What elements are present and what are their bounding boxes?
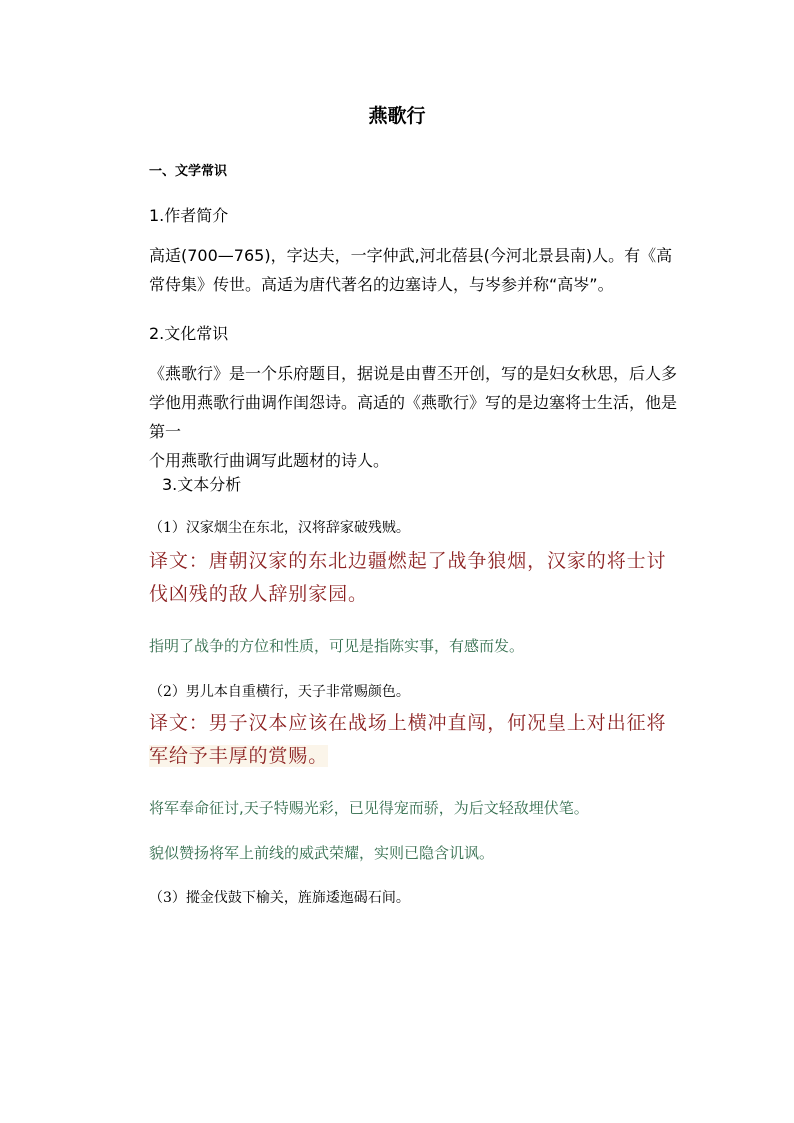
author-intro-heading: 1.作者简介 (149, 206, 229, 225)
author-intro-paragraph (149, 241, 679, 299)
author-intro-line: 常侍集》传世。高适为唐代著名的边塞诗人，与岑参并称“高岑”。 (149, 275, 614, 294)
culture-line: 《燕歌行》是一个乐府题目，据说是由曹丕开创，写的是妇女秋思，后人多 (149, 364, 678, 383)
author-intro-line: 高适(700—765)，字达夫，一字仲武,河北蓓县(今河北景县南)人。有《高 (149, 246, 673, 265)
comment-3: 貌似赞扬将军上前线的威武荣耀，实则已隐含讥讽。 (149, 844, 495, 862)
comment-2: 将军奉命征讨,天子特赐光彩，已见得宠而骄，为后文轻敌埋伏笔。 (149, 799, 589, 817)
comment-1: 指明了战争的方位和性质，可见是指陈实事，有感而发。 (149, 637, 525, 655)
text-analysis-heading: 3.文本分析 (162, 475, 242, 494)
translation-line: 译文：男子汉本应该在战场上横冲直闯，何况皇上对出征将 (149, 712, 667, 734)
verse-1: （1）汉家烟尘在东北，汉将辞家破残贼。 (149, 520, 410, 536)
translation-line: 伐凶残的敌人辞别家园。 (149, 583, 368, 605)
translation-line (149, 740, 674, 773)
culture-knowledge-heading: 2.文化常识 (149, 324, 229, 343)
verse-3: （3）摐金伐鼓下榆关，旌旆逶迤碣石间。 (149, 890, 410, 906)
translation-line: 译文：唐朝汉家的东北边疆燃起了战争狼烟，汉家的将士讨 (149, 550, 667, 572)
culture-line: 个用燕歌行曲调写此题材的诗人。 (149, 451, 390, 470)
verse-2: （2）男儿本自重横行，天子非常赐颜色。 (149, 684, 410, 700)
translation-1 (149, 545, 674, 611)
section-heading-literary-knowledge: 一、文学常识 (149, 164, 228, 179)
culture-line: 学他用燕歌行曲调作闺怨诗。高适的《燕歌行》写的是边塞将士生活，他是第一 (149, 393, 678, 441)
translation-2 (149, 707, 674, 773)
page-title: 燕歌行 (368, 105, 426, 127)
translation-line-highlighted: 军给予丰厚的赏赐。 (149, 745, 329, 767)
culture-knowledge-paragraph (149, 359, 679, 475)
